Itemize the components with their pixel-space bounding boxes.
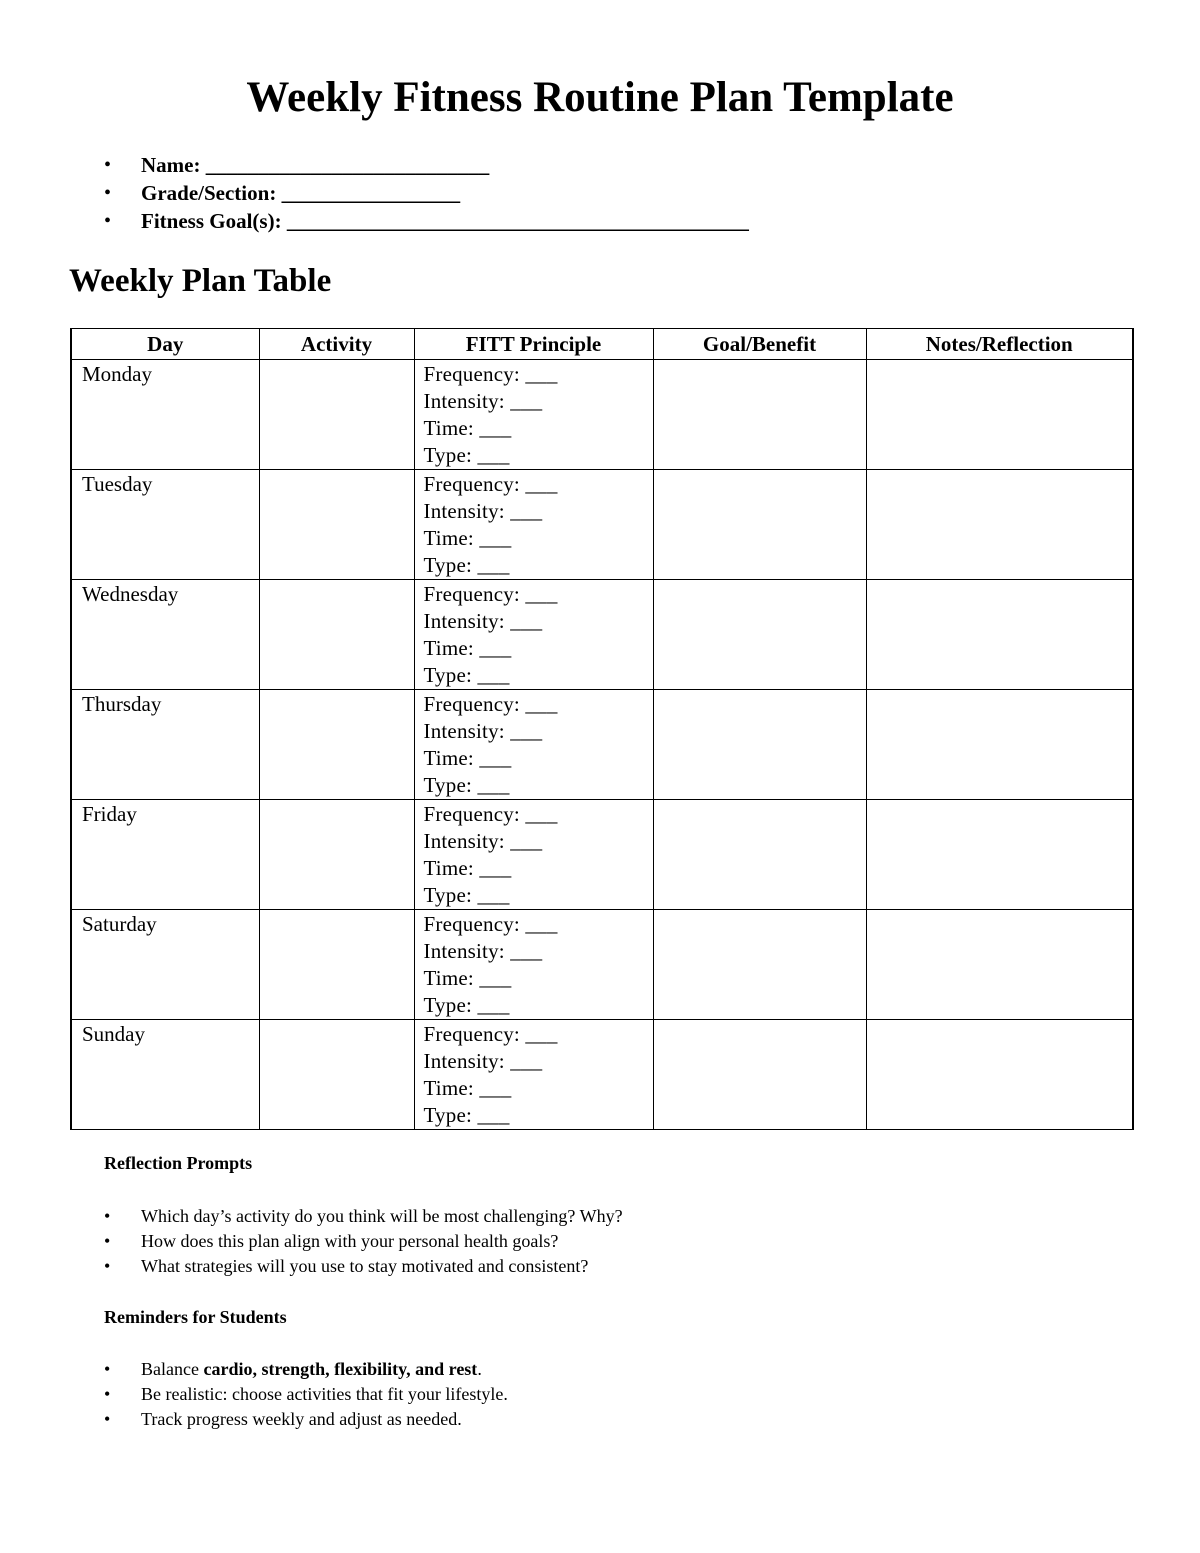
fitt-line: Frequency: ___ [423,692,558,716]
fitt-line: Intensity: ___ [423,1049,543,1073]
fitness-goals-label: Fitness Goal(s): [141,209,282,233]
fitt-cell[interactable] [414,690,653,800]
list-item: • What strategies will you use to stay motivated and consistent? [104,1254,623,1279]
header-fitt-principle: FITT Principle [414,329,653,360]
bullet-icon: • [104,1206,111,1226]
fitt-line: Time: ___ [423,416,512,440]
day-cell: Tuesday [71,470,259,580]
goal-benefit-cell[interactable] [653,690,866,800]
grade-section-field[interactable] [104,179,749,207]
bullet-icon: • [104,1409,111,1429]
fitt-line: Time: ___ [423,856,512,880]
name-label: Name: [141,153,201,177]
fitt-line: Intensity: ___ [423,499,543,523]
fitt-line: Frequency: ___ [423,802,558,826]
notes-reflection-cell[interactable] [866,580,1133,690]
fitt-line: Time: ___ [423,966,512,990]
notes-reflection-cell[interactable] [866,800,1133,910]
notes-reflection-cell[interactable] [866,690,1133,800]
name-field[interactable] [104,151,749,179]
reflection-prompts-heading: Reflection Prompts [104,1153,253,1173]
weekly-plan-heading: Weekly Plan Table [69,263,332,299]
fitt-cell[interactable] [414,580,653,690]
fitt-cell[interactable] [414,1020,653,1130]
fitt-line: Intensity: ___ [423,389,543,413]
activity-cell[interactable] [259,1020,414,1130]
page-title: Weekly Fitness Routine Plan Template [246,74,954,121]
fitt-line: Type: ___ [423,993,510,1017]
activity-cell[interactable] [259,800,414,910]
fitt-line: Intensity: ___ [423,829,543,853]
fitt-line: Type: ___ [423,443,510,467]
fitness-goals-field[interactable] [104,207,749,235]
fitt-line: Intensity: ___ [423,939,543,963]
list-item: • Balance cardio, strength, flexibility, and rest. [104,1357,508,1382]
fitness-goals-blank: ____________________________________________ [286,209,749,233]
fitt-line: Time: ___ [423,636,512,660]
fitt-line: Frequency: ___ [423,472,558,496]
bullet-icon: • [104,1231,111,1251]
header-activity: Activity [259,329,414,360]
day-cell: Monday [71,360,259,470]
reminders-list [104,1357,508,1432]
list-item: • How does this plan align with your personal health goals? [104,1229,623,1254]
reflection-prompts-list [104,1204,623,1279]
goal-benefit-cell[interactable] [653,910,866,1020]
list-item: • Track progress weekly and adjust as needed. [104,1407,508,1432]
fitt-line: Type: ___ [423,663,510,687]
header-notes-reflection: Notes/Reflection [866,329,1133,360]
activity-cell[interactable] [259,690,414,800]
table-row [71,910,1133,1020]
fitt-line: Type: ___ [423,773,510,797]
goal-benefit-cell[interactable] [653,360,866,470]
grade-section-label: Grade/Section: [141,181,277,205]
goal-benefit-cell[interactable] [653,470,866,580]
fitt-line: Intensity: ___ [423,719,543,743]
notes-reflection-cell[interactable] [866,1020,1133,1130]
table-row [71,470,1133,580]
table-row [71,690,1133,800]
table-row [71,800,1133,910]
bullet-icon: • [104,1256,111,1276]
notes-reflection-cell[interactable] [866,910,1133,1020]
fitt-cell[interactable] [414,470,653,580]
activity-cell[interactable] [259,910,414,1020]
goal-benefit-cell[interactable] [653,580,866,690]
fitt-line: Type: ___ [423,1103,510,1127]
table-header-row [71,329,1133,360]
fitt-line: Type: ___ [423,883,510,907]
day-cell: Friday [71,800,259,910]
bullet-icon: • [104,210,112,232]
goal-benefit-cell[interactable] [653,800,866,910]
list-item: • Which day’s activity do you think will be most challenging? Why? [104,1204,623,1229]
bullet-icon: • [104,154,112,176]
grade-section-blank: _________________ [281,181,461,205]
day-cell: Thursday [71,690,259,800]
fitt-line: Time: ___ [423,1076,512,1100]
fitt-cell[interactable] [414,800,653,910]
fitt-line: Time: ___ [423,526,512,550]
day-cell: Wednesday [71,580,259,690]
activity-cell[interactable] [259,470,414,580]
activity-cell[interactable] [259,360,414,470]
fitt-cell[interactable] [414,360,653,470]
list-item: • Be realistic: choose activities that fit your lifestyle. [104,1382,508,1407]
day-cell: Saturday [71,910,259,1020]
table-row [71,580,1133,690]
table-row [71,1020,1133,1130]
header-day: Day [71,329,259,360]
fitt-line: Type: ___ [423,553,510,577]
activity-cell[interactable] [259,580,414,690]
day-cell: Sunday [71,1020,259,1130]
name-blank: ___________________________ [205,153,490,177]
student-info-list [104,151,749,235]
fitt-line: Time: ___ [423,746,512,770]
fitt-line: Frequency: ___ [423,1022,558,1046]
bullet-icon: • [104,1384,111,1404]
fitt-line: Intensity: ___ [423,609,543,633]
fitt-cell[interactable] [414,910,653,1020]
reminders-heading: Reminders for Students [104,1307,287,1327]
weekly-plan-table [70,328,1134,1130]
fitness-components: cardio, strength, flexibility, and rest [203,1359,478,1379]
notes-reflection-cell[interactable] [866,470,1133,580]
table-row [71,360,1133,470]
bullet-icon: • [104,182,112,204]
notes-reflection-cell[interactable] [866,360,1133,470]
fitt-line: Frequency: ___ [423,912,558,936]
header-goal-benefit: Goal/Benefit [653,329,866,360]
goal-benefit-cell[interactable] [653,1020,866,1130]
fitt-line: Frequency: ___ [423,362,558,386]
fitt-line: Frequency: ___ [423,582,558,606]
bullet-icon: • [104,1359,111,1379]
